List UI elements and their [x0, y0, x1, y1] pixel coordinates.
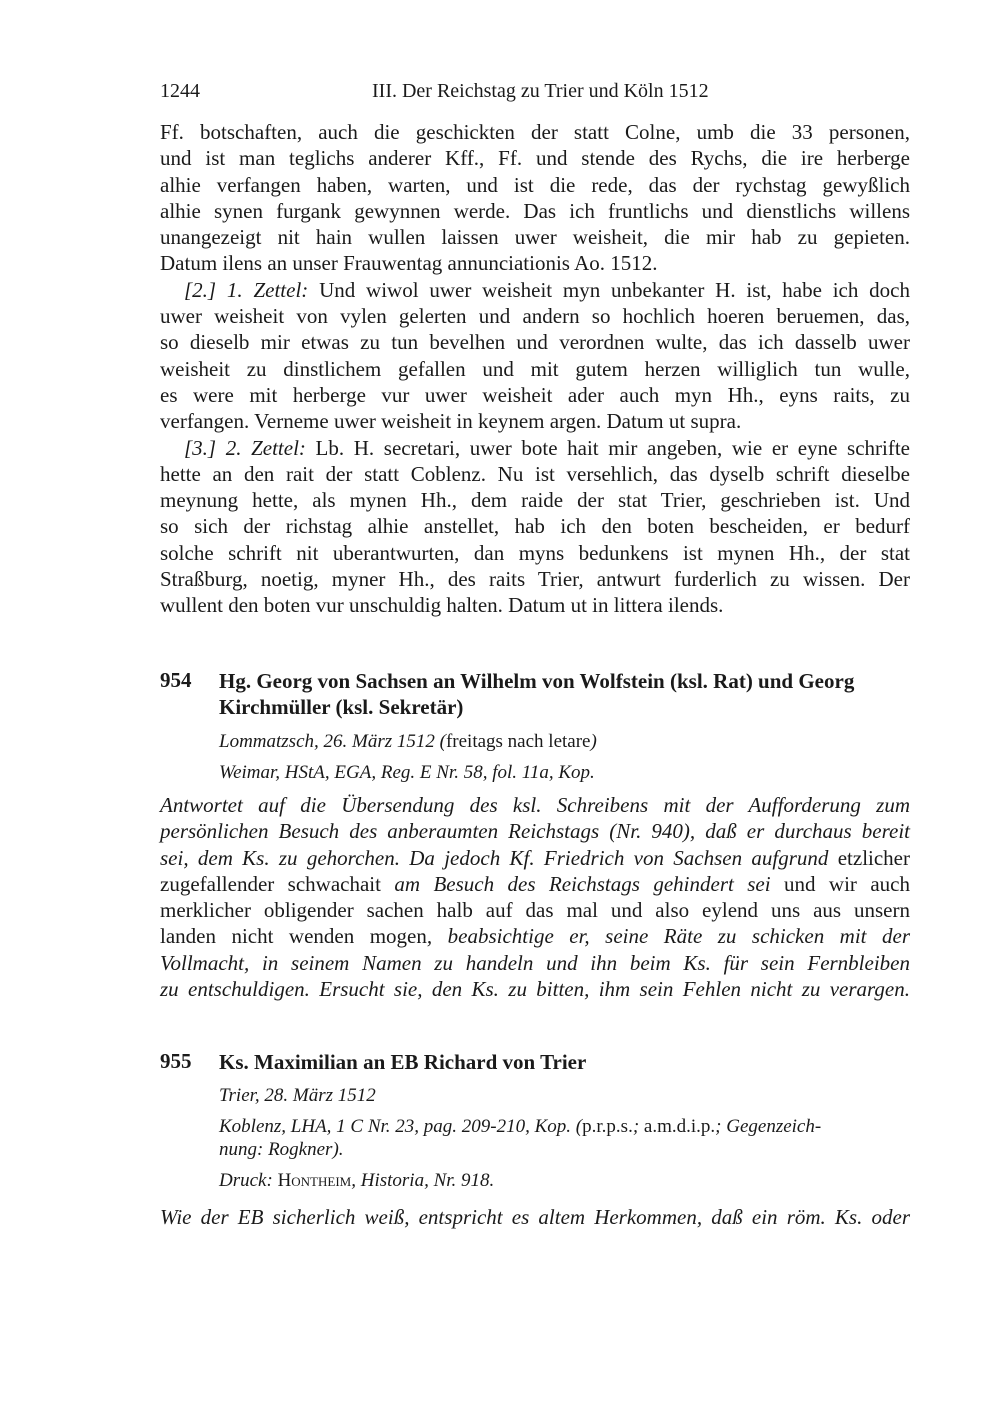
text-segment: so sich der richstag alhie anstellet, hab ich den boten bescheiden, er bedurf — [160, 514, 910, 539]
italic-text: zu entschuldigen. Ersucht sie, den Ks. zu bitten, ihm sein Fehlen nicht zu verargen. — [160, 977, 910, 1002]
italic-text: Wie der EB sicherlich weiß, entspricht es altem Herkommen, daß ein röm. Ks. oder — [160, 1205, 910, 1229]
text-line — [160, 871, 910, 897]
meta-segment: Lommatzsch, 26. März 1512 ( — [219, 731, 446, 752]
italic-text: [2.] 1. Zettel: — [184, 277, 309, 302]
entry-meta — [219, 730, 910, 792]
meta-segment: a.m.d.i.p. — [643, 1116, 716, 1137]
text-line — [160, 950, 910, 976]
meta-line — [219, 1084, 910, 1107]
text-line — [160, 172, 910, 198]
meta-line — [219, 761, 910, 784]
meta-line — [219, 1138, 910, 1161]
text-segment: landen nicht wenden mogen — [160, 924, 427, 949]
meta-segment: Weimar, HStA, EGA, Reg. E Nr. 58, fol. 11a, Kop. — [219, 762, 595, 783]
meta-segment: p.r.p.s. — [582, 1116, 633, 1137]
text-segment: Und wiwol uwer weisheit myn unbekanter H. ist, habe ich doch — [308, 277, 910, 302]
text-line — [160, 277, 910, 303]
title-line: Hg. Georg von Sachsen an Wilhelm von Wolfstein (ksl. Rat) und Georg — [219, 669, 855, 693]
text-line — [160, 513, 910, 539]
italic-text: , beabsichtige er, seine Räte zu schicken mit der — [426, 924, 910, 949]
text-line — [160, 818, 910, 844]
text-segment: Datum ilens an unser Frauwentag annunciationis Ao. 1512. — [160, 251, 658, 276]
text-segment: hette an den rait der statt Coblenz. Nu ist versehlich, das dyselb schrift dieselbe — [160, 461, 910, 486]
running-title: III. Der Reichstag zu Trier und Köln 1512 — [372, 80, 709, 102]
text-line — [160, 923, 910, 949]
text-segment: es were mit herberge vur uwer weisheit ader auch myn Hh., eyns raits, zu — [160, 382, 910, 407]
text-segment: unangezeigt nit hain wullen laissen uwer weisheit, die mir hab zu gepieten. — [160, 225, 910, 250]
meta-segment: Hontheim — [277, 1170, 352, 1191]
meta-segment: nung: Rogkner). — [219, 1139, 344, 1160]
meta-segment: , Historia, Nr. 918. — [351, 1170, 495, 1191]
text-segment: verfangen. Verneme uwer weisheit in keynem argen. Datum ut supra. — [160, 409, 742, 434]
text-segment: solche schrift nit uberantwurten, dan myns bedunkens ist mynen Hh., der stat — [160, 540, 910, 565]
meta-segment: Druck: — [219, 1170, 278, 1191]
italic-text: Antwortet auf die Übersendung des ksl. Schreibens mit der Aufforderung zum — [160, 793, 910, 817]
entry-summary — [160, 792, 910, 1002]
meta-segment: ) — [590, 731, 597, 752]
text-line — [160, 250, 910, 276]
text-line — [160, 845, 910, 871]
text-line — [160, 408, 910, 434]
text-line — [160, 1204, 910, 1230]
italic-text: [3.] 2. Zettel: — [184, 435, 306, 460]
meta-segment: Koblenz, LHA, 1 C Nr. 23, pag. 209-210, Kop. ( — [219, 1116, 583, 1137]
text-segment: so dieselb mir etwas zu tun bevelhen und verordnen wulte, das ich dasselb uwer — [160, 330, 910, 355]
italic-text: persönlichen Besuch des anberaumten Reichstags (Nr. 940), daß er durchaus bereit — [160, 819, 910, 844]
meta-line — [219, 1115, 910, 1138]
text-segment: merklicher obligender sachen halb auf das mal und also eylend uns aus unsern — [160, 898, 910, 923]
text-line — [160, 435, 910, 461]
text-line — [160, 592, 910, 618]
meta-line — [219, 730, 910, 753]
text-segment: alhie verfangen haben, warten, und ist die rede, das der rychstag gewyßlich — [160, 172, 910, 197]
text-line — [160, 119, 910, 145]
text-line — [160, 792, 910, 818]
text-segment: und ist man teglichs anderer Kff., Ff. und stende des Rychs, die ire herberge — [160, 146, 910, 171]
text-line — [160, 487, 910, 513]
entry-meta — [219, 1084, 910, 1200]
entry-summary — [160, 1204, 910, 1230]
entry-title — [219, 668, 910, 720]
italic-text: Vollmacht, in seinem Namen zu handeln und ihn beim Ks. für sein Fernbleiben — [160, 950, 910, 975]
text-segment: etzlicher — [828, 845, 910, 870]
text-line — [160, 356, 910, 382]
text-line — [160, 976, 910, 1002]
text-line — [160, 382, 910, 408]
text-line — [160, 145, 910, 171]
text-line — [160, 224, 910, 250]
text-segment: Straßburg, noetig, myner Hh., des raits Trier, antwurt furderlich zu wissen. Der — [160, 567, 910, 592]
text-line — [160, 897, 910, 923]
meta-segment: ; Gegenzeich- — [715, 1116, 822, 1137]
page-number: 1244 — [160, 80, 200, 102]
text-line — [160, 303, 910, 329]
entry-number: 954 — [160, 668, 192, 692]
meta-segment: Trier, 28. März 1512 — [219, 1085, 376, 1106]
title-line: Ks. Maximilian an EB Richard von Trier — [219, 1050, 587, 1074]
text-segment: zugefallender schwachait — [160, 871, 395, 896]
text-line — [160, 540, 910, 566]
text-line — [160, 461, 910, 487]
text-line — [160, 198, 910, 224]
text-segment: und wir auch — [770, 871, 910, 896]
title-line: Kirchmüller (ksl. Sekretär) — [219, 695, 464, 719]
entry-title — [219, 1049, 910, 1075]
text-segment: weisheit zu dinstlichem gefallen und mit gutem herzen williglich tun wulle, — [160, 356, 910, 381]
text-segment: wullent den boten vur unschuldig halten. Datum ut in littera ilends. — [160, 593, 724, 618]
text-segment: meynung hette, als mynen Hh., dem raide der stat Trier, geschrieben ist. Und — [160, 488, 910, 513]
meta-segment: ; — [632, 1116, 644, 1137]
italic-text: am Besuch des Reichstags gehindert sei — [394, 871, 771, 896]
body-text — [160, 119, 910, 619]
text-segment: Lb. H. secretari, uwer bote hait mir angeben, wie er eyne schrifte — [305, 435, 910, 460]
meta-line — [219, 1169, 910, 1192]
meta-segment: freitags nach letare — [445, 731, 591, 752]
text-segment: Ff. botschaften, auch die geschickten der statt Colne, umb die 33 personen, — [160, 120, 910, 144]
text-segment: alhie synen furgank gewynnen werde. Das ich fruntlichs und dienstlichs willens — [160, 198, 910, 223]
text-line — [160, 566, 910, 592]
entry-number: 955 — [160, 1049, 192, 1073]
text-line — [160, 329, 910, 355]
text-segment: uwer weisheit von vylen gelerten und andern so hochlich hoeren beruemen, das, — [160, 304, 910, 329]
italic-text: sei, dem Ks. zu gehorchen. Da jedoch Kf. Friedrich von Sachsen aufgrund — [160, 845, 829, 870]
